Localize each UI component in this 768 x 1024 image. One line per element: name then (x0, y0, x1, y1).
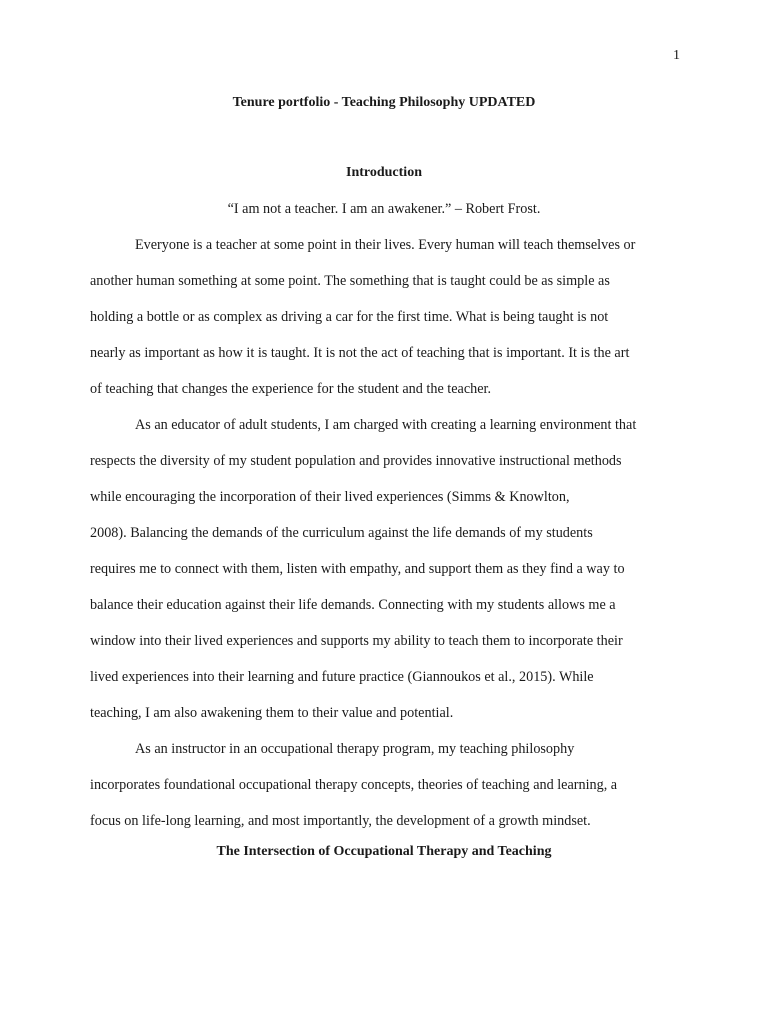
paragraph-2-line-3: while encouraging the incorporation of their lived experiences (Simms & Knowlton, (90, 489, 570, 505)
epigraph-quote: “I am not a teacher. I am an awakener.” – Robert Frost. (227, 201, 541, 217)
paragraph-3-line-3: focus on life-long learning, and most importantly, the development of a growth mindset. (90, 813, 591, 829)
paragraph-1-line-5: of teaching that changes the experience for the student and the teacher. (90, 381, 492, 397)
document-title: Tenure portfolio - Teaching Philosophy UPDATED (232, 95, 536, 110)
paragraph-2-line-5: requires me to connect with them, listen with empathy, and support them as they find a way to (90, 561, 625, 577)
paragraph-2-line-8: lived experiences into their learning and future practice (Giannoukos et al., 2015). While (90, 669, 594, 685)
paragraph-2-line-9: teaching, I am also awakening them to their value and potential. (90, 705, 454, 721)
section-heading-introduction: Introduction (346, 165, 422, 180)
paragraph-1-line-3: holding a bottle or as complex as driving a car for the first time. What is being taught is not (90, 309, 609, 325)
paragraph-2-line-7: window into their lived experiences and supports my ability to teach them to incorporate their (90, 633, 623, 649)
paragraph-3-line-2: incorporates foundational occupational therapy concepts, theories of teaching and learning, a (90, 777, 618, 793)
paragraph-2-line-6: balance their education against their life demands. Connecting with my students allows me a (90, 597, 616, 613)
paragraph-1-line-2: another human something at some point. The something that is taught could be as simple as (90, 273, 610, 289)
paragraph-3-line-1: As an instructor in an occupational therapy program, my teaching philosophy (135, 741, 575, 757)
paragraph-1-line-4: nearly as important as how it is taught. It is not the act of teaching that is important. It is the art (90, 345, 630, 361)
paragraph-2-line-1: As an educator of adult students, I am charged with creating a learning environment that (135, 417, 637, 433)
body-text (90, 227, 680, 839)
paragraph-2-line-4: 2008). Balancing the demands of the curriculum against the life demands of my students (90, 525, 593, 541)
paragraph-1-line-1: Everyone is a teacher at some point in their lives. Every human will teach themselves or (135, 237, 636, 253)
section-heading-intersection: The Intersection of Occupational Therapy and Teaching (216, 844, 552, 859)
page-number: 1 (673, 48, 680, 63)
paragraph-2-line-2: respects the diversity of my student population and provides innovative instructional methods (90, 453, 622, 469)
